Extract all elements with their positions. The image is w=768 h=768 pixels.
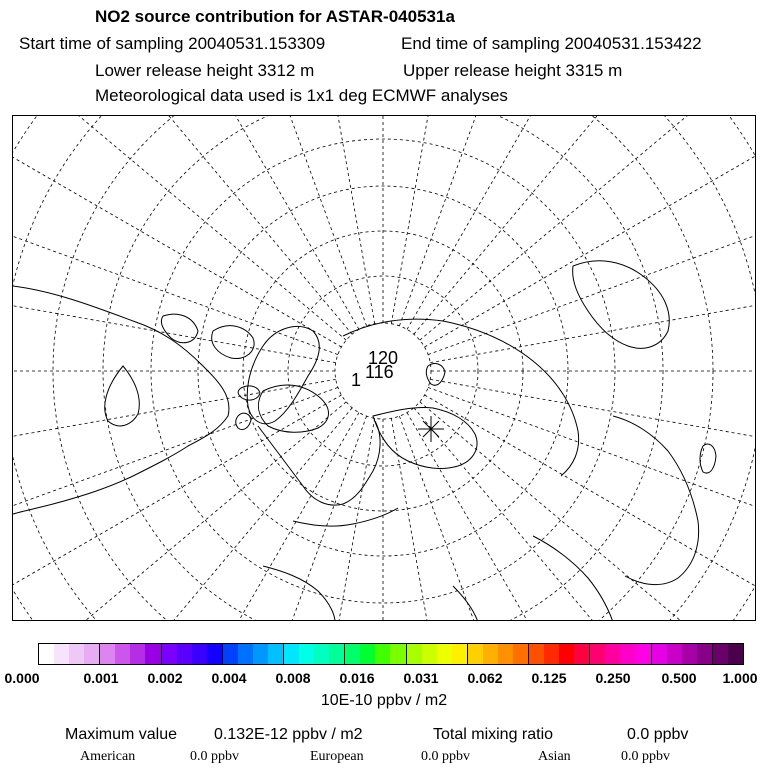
color-swatch [115,644,130,664]
tick-11: 1.000 [722,670,758,686]
color-swatch [39,644,54,664]
meridian-line [414,408,756,621]
meridian-line [13,387,338,621]
color-swatch [682,644,697,664]
meridian-line [13,395,341,621]
tick-6: 0.031 [403,670,439,686]
color-swatch [559,644,574,664]
lower-height-label: Lower release height 3312 m [95,61,315,80]
color-swatch [544,644,559,664]
color-swatch [697,644,713,664]
tick-2: 0.002 [147,670,183,686]
color-swatch [605,644,620,664]
end-time-label: End time of sampling 20040531.153422 [401,34,702,53]
tick-3: 0.004 [211,670,247,686]
color-swatch [422,644,437,664]
color-swatch [192,644,207,664]
region-european-label: European [310,749,364,764]
color-swatch [498,644,513,664]
coastline-north-america [13,286,229,514]
coastline-alaska [573,261,670,349]
color-swatch [360,644,375,664]
color-swatch [268,644,284,664]
tick-10: 0.500 [661,670,697,686]
coastline-uk [236,413,251,429]
color-swatch [100,644,115,664]
meridian-line [420,402,756,621]
color-swatch [574,644,590,664]
color-swatch [284,644,299,664]
color-swatch [483,644,498,664]
coastline-arctic-islands [212,326,254,359]
color-swatch [452,644,468,664]
upper-height-label: Upper release height 3315 m [403,61,623,80]
color-swatch [529,644,544,664]
color-swatch [513,644,529,664]
total-mixing-value: 0.0 ppbv [627,726,689,743]
meridian-line [414,116,756,334]
contour-labels [351,348,398,390]
meridian-line [13,116,346,340]
meridian-line [391,116,522,324]
color-swatch [407,644,422,664]
region-american-value: 0.0 ppbv [190,749,239,764]
color-swatch [652,644,667,664]
meridian-line [420,116,756,340]
coastline-east-asia [613,416,699,585]
tick-7: 0.062 [467,670,503,686]
region-asian-value: 0.0 ppbv [621,749,670,764]
max-value: 0.132E-12 ppbv / m2 [214,726,363,743]
meridian-line [13,116,341,347]
contour-label: 116 [365,362,394,382]
color-swatch [713,644,728,664]
color-swatch [130,644,145,664]
met-data-label: Meteorological data used is 1x1 deg ECMWF analyses [95,86,508,105]
polar-map [13,116,756,621]
color-swatch [329,644,345,664]
color-swatch [635,644,651,664]
color-swatch [390,644,406,664]
tick-5: 0.016 [339,670,375,686]
meridian-line [430,379,756,510]
meridian-line [13,116,352,334]
meridian-line [13,402,346,621]
meridian-line [13,408,352,621]
coastlines [13,261,716,621]
color-swatch [375,644,390,664]
color-swatch [437,644,452,664]
meridian-line [407,116,756,329]
color-swatch [667,644,682,664]
tick-4: 0.008 [275,670,311,686]
color-swatch [468,644,483,664]
coastline-europe [258,421,380,505]
units-label: 10E-10 ppbv / m2 [320,692,448,709]
color-swatch [345,644,360,664]
contour-label: 120 [368,348,399,368]
meridian-line [428,387,756,621]
meridian-line [244,116,375,324]
color-scale-bar [38,643,744,665]
tick-9: 0.250 [595,670,631,686]
max-value-label: Maximum value [65,726,178,743]
color-swatch [223,644,238,664]
meridian-line [428,116,756,355]
meridian-line [399,116,656,326]
meridian-line [399,416,656,621]
region-european-value: 0.0 ppbv [421,749,470,764]
coastline-china [533,536,613,621]
coastline-baffin [161,314,198,343]
color-swatch [590,644,605,664]
color-swatch [253,644,268,664]
color-swatch [620,644,635,664]
tick-0: 0.000 [4,670,40,686]
plume-markers [418,416,444,442]
meridian-line [13,413,359,621]
meridian-line [407,413,756,621]
meridian-line [109,416,366,621]
contour-label: 1 [351,370,362,390]
meridian-line [425,116,756,347]
coastline-novaya-zemlya [426,364,445,386]
color-swatch [177,644,192,664]
color-swatch [238,644,253,664]
color-swatch [728,644,743,664]
coastline-japan [700,444,716,473]
coastline-africa [263,566,335,621]
release-site-cross [418,416,444,442]
meridian-line [109,116,366,326]
tick-8: 0.125 [531,670,567,686]
color-swatch [145,644,161,664]
plot-title: NO2 source contribution for ASTAR-040531a [95,7,455,26]
total-mixing-label: Total mixing ratio [433,726,554,743]
meridian-line [425,395,756,621]
color-swatch [299,644,314,664]
region-asian-label: Asian [538,749,571,764]
coastline-med [293,508,398,526]
map-panel [12,115,756,621]
color-swatch [69,644,84,664]
meridian-line [13,116,338,355]
tick-1: 0.001 [83,670,119,686]
color-swatch [314,644,329,664]
color-swatch [207,644,223,664]
color-swatch [54,644,69,664]
start-time-label: Start time of sampling 20040531.153309 [19,34,326,53]
meridian-line [430,232,756,363]
region-american-label: American [80,749,136,764]
color-swatch [84,644,100,664]
color-swatch [162,644,177,664]
